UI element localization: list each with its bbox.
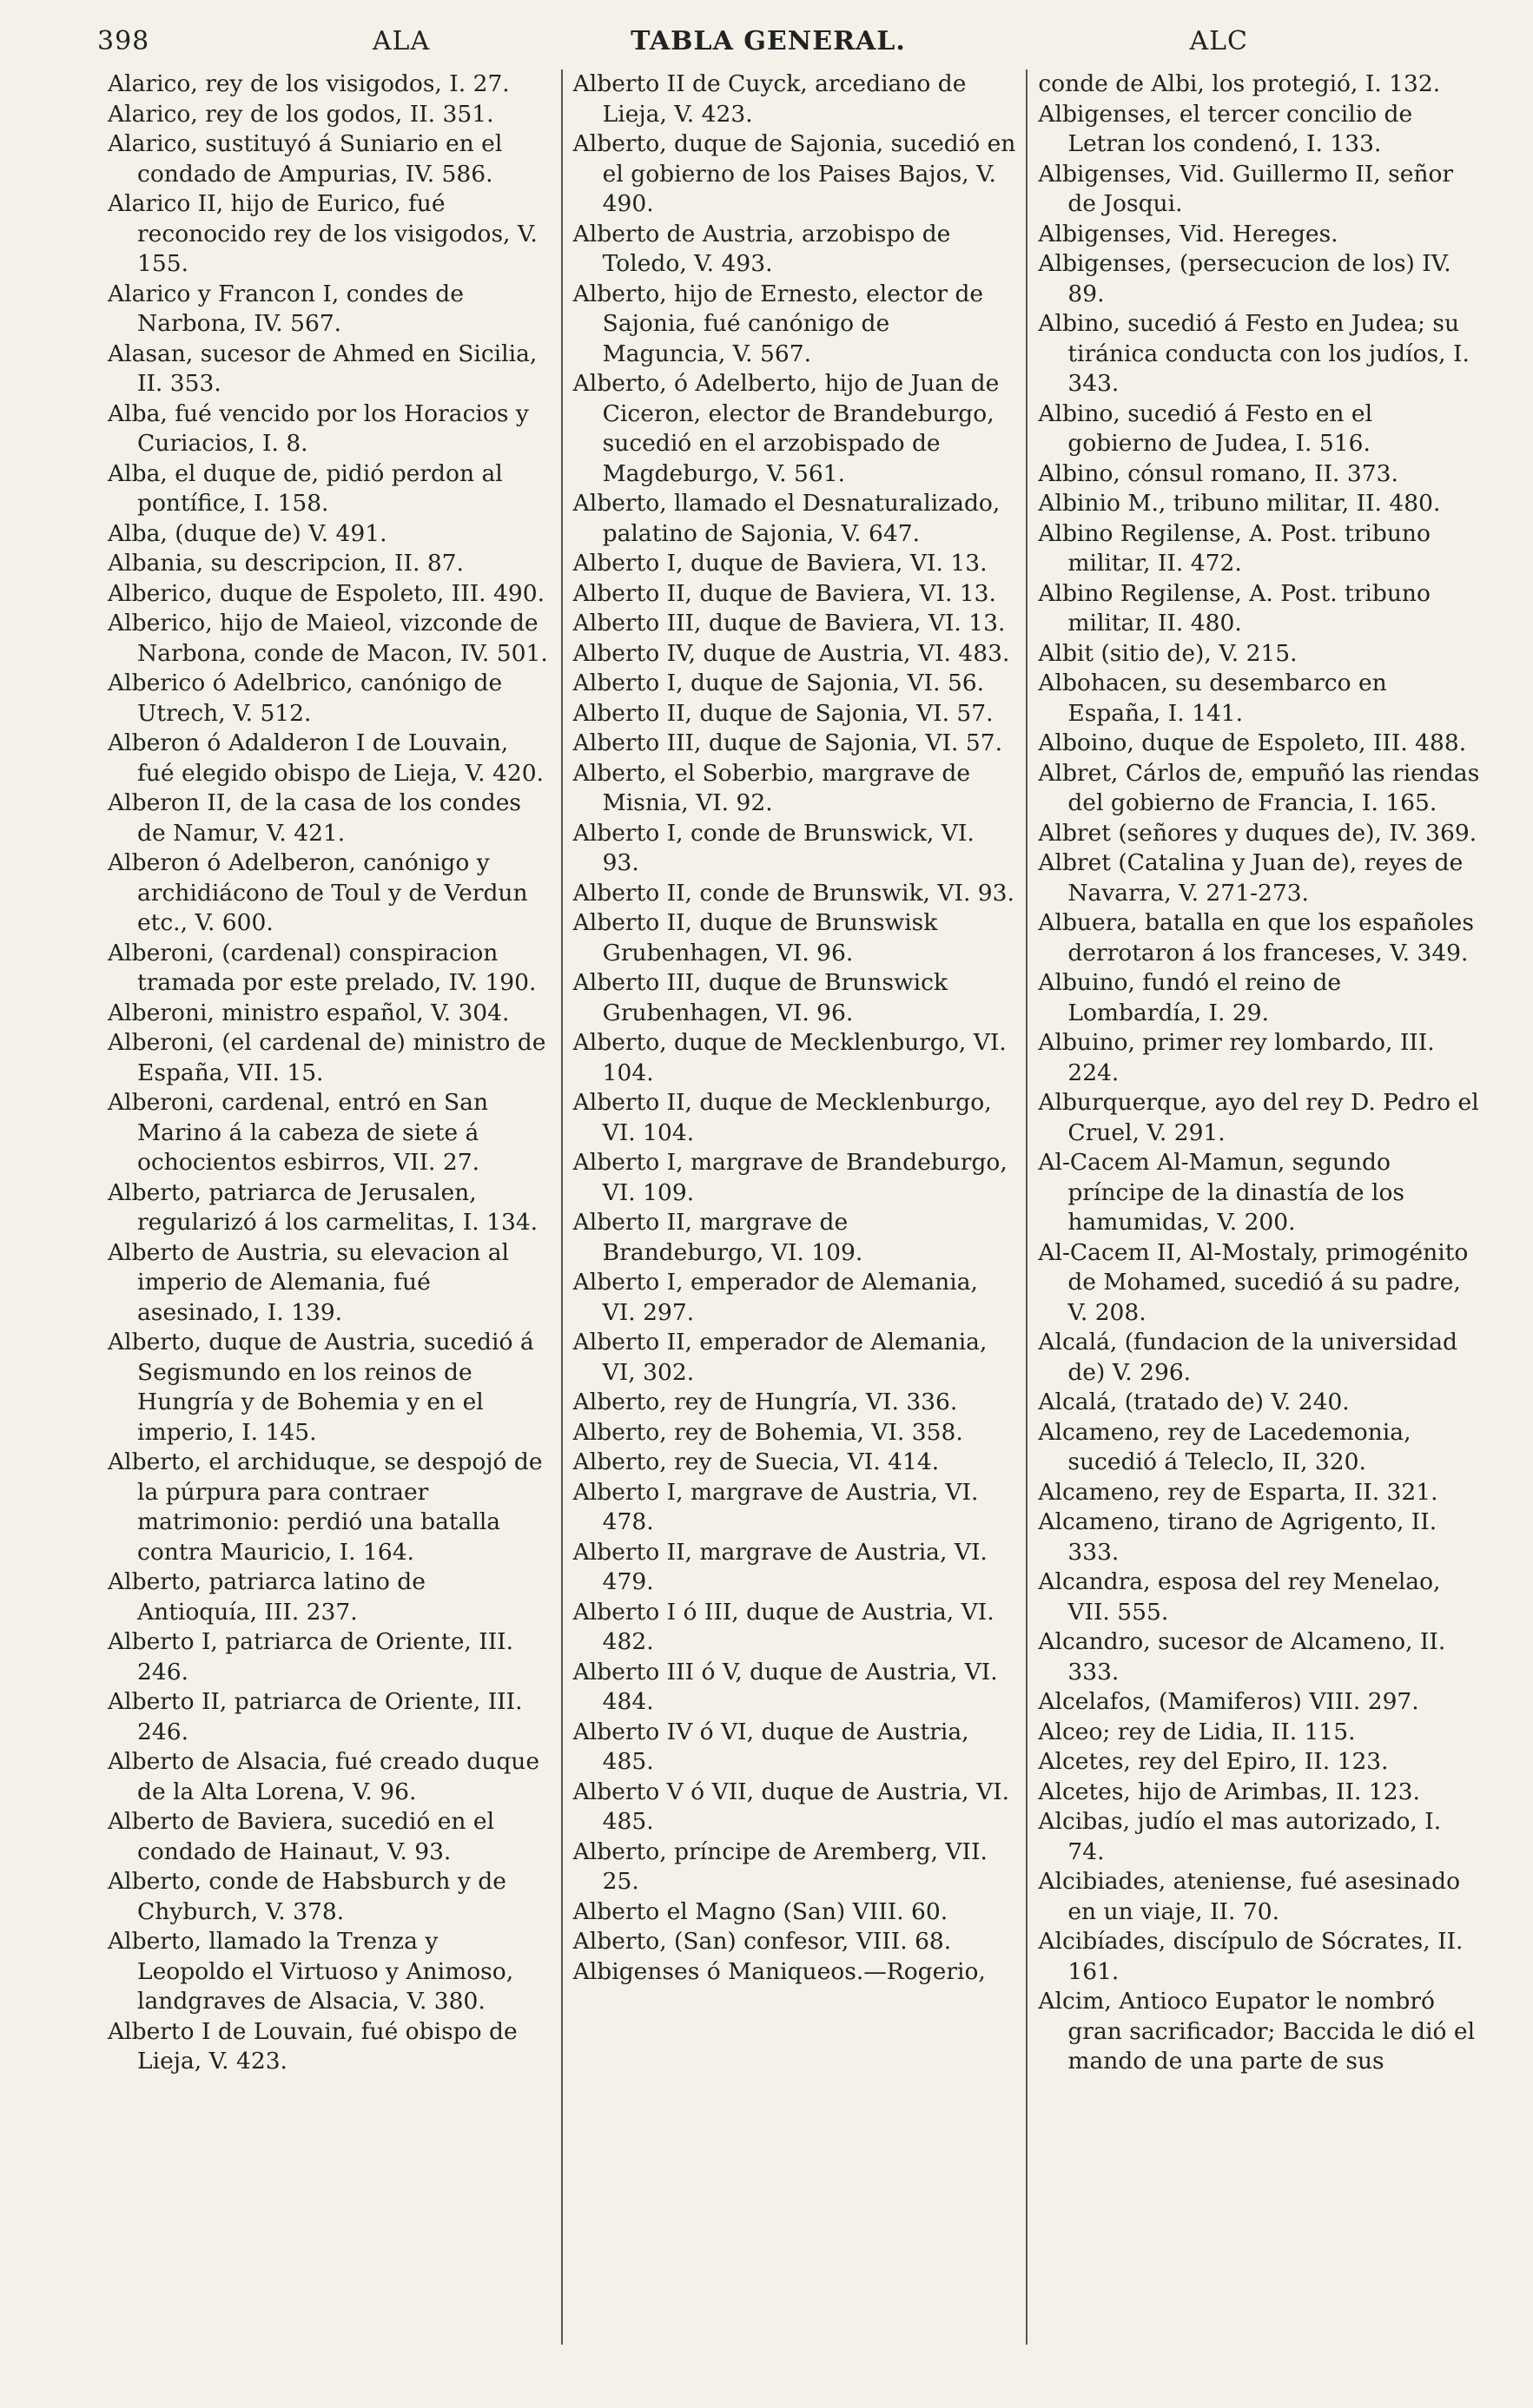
index-entry: Albigenses, Vid. Hereges. [1038, 220, 1338, 247]
index-entry: Alberoni, ministro español, V. 304. [108, 999, 510, 1026]
index-entry: Alberto, conde de Habsburch y de Chyburch, V. 378. [108, 1868, 506, 1925]
index-entry: Alberto II, emperador de Alemania, VI, 302. [572, 1329, 988, 1386]
index-entry: Alberto III, duque de Sajonia, VI. 57. [572, 729, 1003, 756]
index-entry: Albigenses, el tercer concilio de Letran los condenó, I. 133. [1038, 100, 1413, 157]
index-entry: Alberto de Austria, arzobispo de Toledo, V. 493. [572, 220, 951, 277]
index-entry: Alberto, duque de Austria, sucedió á Segismundo en los reinos de Hungría y de Bohemia y en el imperio, I. 145. [108, 1329, 534, 1446]
index-entry: Alberto, llamado la Trenza y Leopoldo el Virtuoso y Animoso, landgraves de Alsacia, V. 380. [108, 1928, 514, 2015]
index-entry: Alberto I, margrave de Brandeburgo, VI. 109. [572, 1149, 1008, 1206]
running-title: TABLA GENERAL. [631, 26, 906, 56]
index-entry: Albigenses, (persecucion de los) IV. 89. [1038, 250, 1451, 307]
index-entry: conde de Albi, los protegió, I. 132. [1038, 70, 1441, 97]
index-entry: Alberto de Alsacia, fué creado duque de la Alta Lorena, V. 96. [108, 1748, 540, 1805]
index-entry: Alberto, (San) confesor, VIII. 68. [572, 1928, 952, 1955]
index-entry: Alba, fué vencido por los Horacios y Curiacios, I. 8. [108, 399, 529, 457]
index-entry: Alberto I, conde de Brunswick, VI. 93. [572, 819, 975, 876]
index-entry: Albania, su descripcion, II. 87. [108, 550, 464, 577]
index-entry: Alberto, llamado el Desnaturalizado, palatino de Sajonia, V. 647. [572, 490, 1001, 547]
index-entry: Albino, sucedió á Festo en Judea; su tiránica conducta con los judíos, I. 343. [1038, 310, 1470, 397]
index-entry: Albuino, fundó el reino de Lombardía, I. 29. [1038, 969, 1342, 1026]
index-entry: Alberto, patriarca de Jerusalen, regularizó á los carmelitas, I. 134. [108, 1178, 539, 1236]
index-entry: Alcalá, (tratado de) V. 240. [1038, 1389, 1350, 1415]
index-entry: Alberico, hijo de Maieol, vizconde de Narbona, conde de Macon, IV. 501. [108, 610, 548, 667]
index-entry: Alberto I, margrave de Austria, VI. 478. [572, 1478, 979, 1535]
index-entry: Albret (Catalina y Juan de), reyes de Navarra, V. 271-273. [1038, 849, 1464, 907]
column-1 [97, 69, 561, 2345]
index-entry: Alberto II, duque de Sajonia, VI. 57. [572, 699, 994, 727]
index-entry: Alberto, rey de Suecia, VI. 414. [572, 1448, 940, 1475]
index-entry: Albigenses, Vid. Guillermo II, señor de Josqui. [1038, 160, 1454, 217]
page-number: 398 [97, 26, 150, 56]
index-entry: Alberto, hijo de Ernesto, elector de Sajonia, fué canónigo de Maguncia, V. 567. [572, 280, 984, 367]
index-entry: Alceo; rey de Lidia, II. 115. [1038, 1718, 1356, 1745]
index-entry: Alberto I, duque de Baviera, VI. 13. [572, 550, 988, 577]
index-entry: Alarico II, hijo de Eurico, fué reconocido rey de los visigodos, V. 155. [108, 190, 538, 277]
index-entry: Alcalá, (fundacion de la universidad de) V. 296. [1038, 1329, 1458, 1386]
index-entry: Alboino, duque de Espoleto, III. 488. [1038, 729, 1467, 756]
index-entry: Albino Regilense, A. Post. tribuno militar, II. 480. [1038, 579, 1431, 637]
index-entry: Alcetes, rey del Epiro, II. 123. [1038, 1748, 1389, 1775]
index-entry: Alberto I, duque de Sajonia, VI. 56. [572, 670, 985, 696]
index-entry: Albret (señores y duques de), IV. 369. [1038, 819, 1477, 847]
index-entry: Alarico, sustituyó á Suniario en el condado de Ampurias, IV. 586. [108, 130, 503, 188]
index-entry: Alba, (duque de) V. 491. [108, 519, 387, 547]
index-entry: Alberto, el Soberbio, margrave de Misnia, VI. 92. [572, 759, 971, 816]
index-entry: Alberto, duque de Sajonia, sucedió en el gobierno de los Paises Bajos, V. 490. [572, 130, 1016, 217]
index-entry: Alberon ó Adalderon I de Louvain, fué elegido obispo de Lieja, V. 420. [108, 729, 544, 787]
index-entry: Alberto III, duque de Brunswick Grubenhagen, VI. 96. [572, 969, 948, 1026]
column-3 [1026, 69, 1491, 2345]
index-entry: Alberto I, emperador de Alemania, VI. 297. [572, 1269, 978, 1326]
index-entry: Albino Regilense, A. Post. tribuno militar, II. 472. [1038, 519, 1431, 577]
index-entry: Alberto III, duque de Baviera, VI. 13. [572, 610, 1006, 637]
index-entry: Alberto IV, duque de Austria, VI. 483. [572, 639, 1010, 667]
index-entry: Alberico ó Adelbrico, canónigo de Utrech, V. 512. [108, 670, 503, 727]
index-entry: Alberto el Magno (San) VIII. 60. [572, 1897, 948, 1925]
index-entry: Alcibas, judío el mas autorizado, I. 74. [1038, 1808, 1442, 1865]
left-catchword: ALA [372, 26, 431, 56]
index-entry: Alcelafos, (Mamiferos) VIII. 297. [1038, 1688, 1419, 1715]
index-entry: Albuino, primer rey lombardo, III. 224. [1038, 1029, 1435, 1086]
index-entry: Alcetes, hijo de Arimbas, II. 123. [1038, 1778, 1420, 1805]
index-entry: Alberto, rey de Bohemia, VI. 358. [572, 1418, 963, 1446]
index-entry: Alcameno, rey de Esparta, II. 321. [1038, 1478, 1438, 1506]
index-entry: Alberto III ó V, duque de Austria, VI. 484. [572, 1658, 998, 1715]
index-entry: Alberto II, patriarca de Oriente, III. 246. [108, 1688, 523, 1745]
index-entry: Alberto V ó VII, duque de Austria, VI. 485. [572, 1778, 1009, 1835]
index-entry: Albino, sucedió á Festo en el gobierno de Judea, I. 516. [1038, 399, 1373, 457]
page-header [97, 26, 1491, 69]
index-entry: Alcibiades, ateniense, fué asesinado en un viaje, II. 70. [1038, 1868, 1461, 1925]
index-entry: Alberto II de Cuyck, arcediano de Lieja, V. 423. [572, 70, 967, 128]
index-entry: Albinio M., tribuno militar, II. 480. [1038, 490, 1441, 517]
index-entry: Alberto II, margrave de Brandeburgo, VI. 109. [572, 1209, 863, 1266]
index-entry: Alberto, patriarca latino de Antioquía, III. 237. [108, 1568, 426, 1626]
index-entry: Alberico, duque de Espoleto, III. 490. [108, 579, 545, 607]
index-entry: Albino, cónsul romano, II. 373. [1038, 459, 1398, 487]
index-entry: Alberto I de Louvain, fué obispo de Lieja, V. 423. [108, 2017, 518, 2075]
index-entry: Alarico, rey de los godos, II. 351. [108, 100, 494, 128]
index-entry: Alberto I, patriarca de Oriente, III. 246. [108, 1628, 514, 1686]
index-entry: Alberto de Baviera, sucedió en el condado de Hainaut, V. 93. [108, 1808, 495, 1865]
index-entry: Alcibíades, discípulo de Sócrates, II. 161. [1038, 1928, 1464, 1985]
index-entry: Alberto, ó Adelberto, hijo de Juan de Ciceron, elector de Brandeburgo, sucedió en el arzobispado de Magdeburgo, V. 561. [572, 370, 1000, 487]
index-entry: Alberto II, duque de Brunswisk Grubenhagen, VI. 96. [572, 909, 938, 966]
index-entry: Albohacen, su desembarco en España, I. 141. [1038, 670, 1387, 727]
index-entry: Alberto, el archiduque, se despojó de la púrpura para contraer matrimonio: perdió una batalla contra Mauricio, I. 164. [108, 1448, 543, 1566]
index-entry: Alasan, sucesor de Ahmed en Sicilia, II. 353. [108, 340, 538, 397]
index-entry: Alcandra, esposa del rey Menelao, VII. 555. [1038, 1568, 1441, 1626]
index-entry: Alberto de Austria, su elevacion al imperio de Alemania, fué asesinado, I. 139. [108, 1238, 510, 1326]
index-entry: Alcandro, sucesor de Alcameno, II. 333. [1038, 1628, 1446, 1686]
index-entry: Alberto, duque de Mecklenburgo, VI. 104. [572, 1029, 1007, 1086]
index-entry: Alberon II, de la casa de los condes de Namur, V. 421. [108, 789, 522, 847]
index-entry: Alberto II, margrave de Austria, VI. 479. [572, 1538, 988, 1595]
index-entry: Albigenses ó Maniqueos.—Rogerio, [572, 1957, 986, 1985]
index-entry: Albret, Cárlos de, empuñó las riendas del gobierno de Francia, I. 165. [1038, 759, 1480, 816]
index-entry: Alberto II, conde de Brunswik, VI. 93. [572, 879, 1014, 907]
index-entry: Alcim, Antioco Eupator le nombró gran sacrificador; Baccida le dió el mando de una parte de sus [1038, 1988, 1476, 2075]
index-entry: Alarico, rey de los visigodos, I. 27. [108, 70, 510, 97]
index-entry: Alberto, príncipe de Aremberg, VII. 25. [572, 1837, 988, 1895]
index-columns [97, 69, 1491, 2345]
index-entry: Alberto I ó III, duque de Austria, VI. 482. [572, 1598, 994, 1655]
column-2 [561, 69, 1027, 2345]
index-entry: Alberoni, cardenal, entró en San Marino á la cabeza de siete á ochocientos esbirros, VII. 27. [108, 1089, 489, 1176]
index-entry: Alberto II, duque de Baviera, VI. 13. [572, 579, 996, 607]
index-entry: Alberoni, (el cardenal de) ministro de España, VII. 15. [108, 1029, 546, 1086]
index-entry: Alcameno, rey de Lacedemonia, sucedió á Teleclo, II, 320. [1038, 1418, 1411, 1475]
index-entry: Alberon ó Adelberon, canónigo y archidiácono de Toul y de Verdun etc., V. 600. [108, 849, 528, 936]
index-entry: Alberoni, (cardenal) conspiracion tramada por este prelado, IV. 190. [108, 939, 537, 996]
index-entry: Alba, el duque de, pidió perdon al pontífice, I. 158. [108, 459, 503, 517]
index-entry: Al-Cacem II, Al-Mostaly, primogénito de Mohamed, sucedió á su padre, V. 208. [1038, 1238, 1469, 1326]
index-entry: Alberto, rey de Hungría, VI. 336. [572, 1389, 958, 1415]
right-catchword: ALC [1189, 26, 1248, 56]
index-entry: Albit (sitio de), V. 215. [1038, 639, 1298, 667]
index-entry: Alberto II, duque de Mecklenburgo, VI. 104. [572, 1089, 992, 1146]
index-entry: Alcameno, tirano de Agrigento, II. 333. [1038, 1508, 1437, 1566]
index-entry: Alberto IV ó VI, duque de Austria, 485. [572, 1718, 969, 1775]
index-entry: Al-Cacem Al-Mamun, segundo príncipe de la dinastía de los hamumidas, V. 200. [1038, 1149, 1405, 1236]
index-entry: Alarico y Francon I, condes de Narbona, IV. 567. [108, 280, 464, 337]
index-entry: Alburquerque, ayo del rey D. Pedro el Cruel, V. 291. [1038, 1089, 1479, 1146]
index-entry: Albuera, batalla en que los españoles derrotaron á los franceses, V. 349. [1038, 909, 1474, 966]
